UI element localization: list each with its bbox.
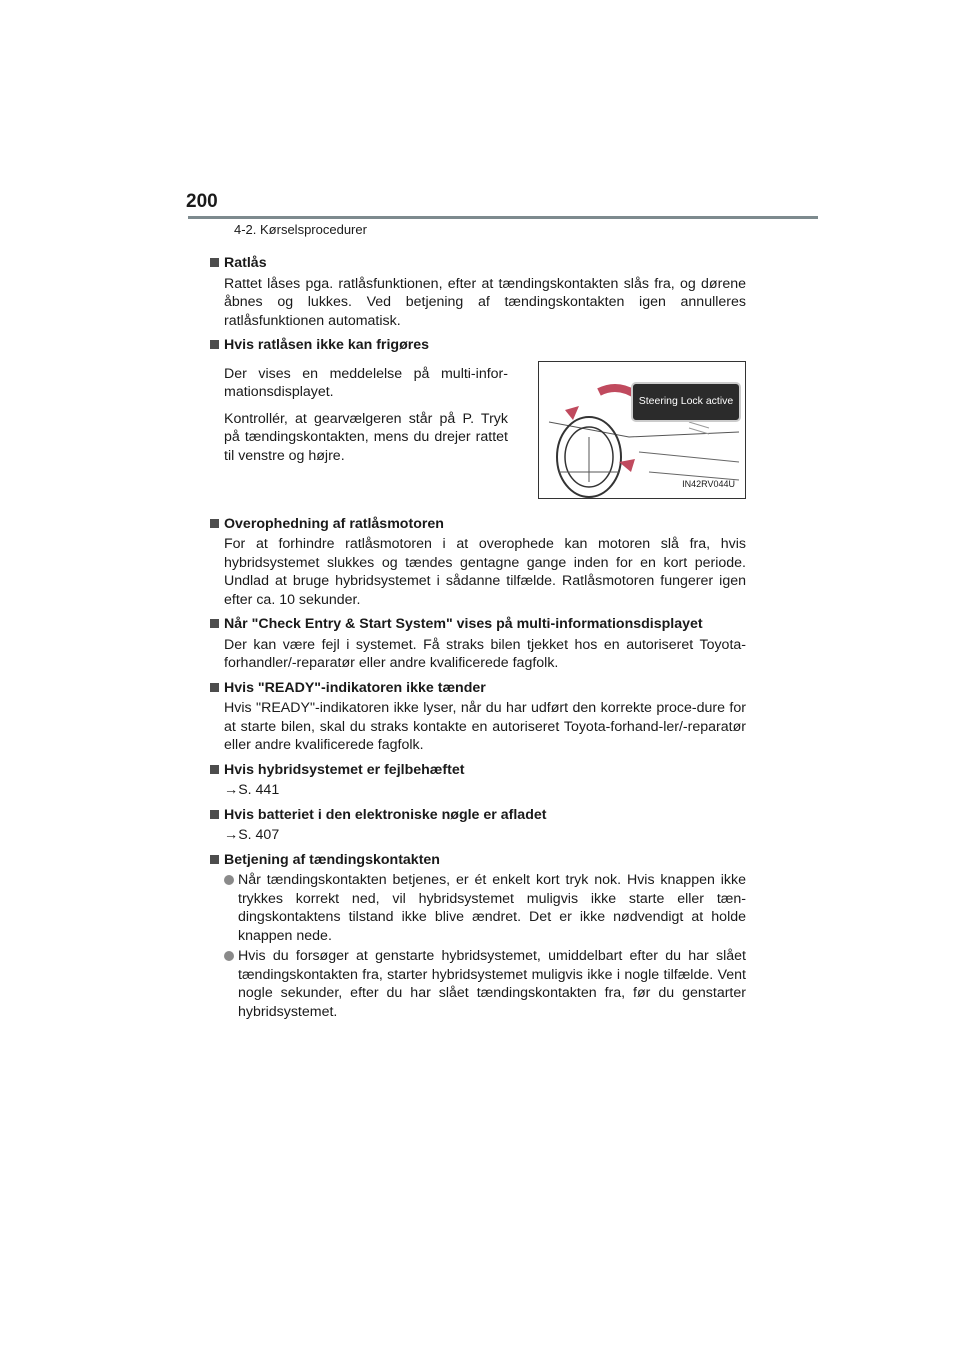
steering-lock-figure bbox=[538, 361, 746, 499]
section-heading: Hvis "READY"-indikatoren ikke tænder bbox=[210, 679, 746, 698]
paragraph: Kontrollér, at gearvælgeren står på P. Tryk på tændingskontakten, mens du drejer rattet til venstre og højre. bbox=[224, 410, 508, 464]
page-content bbox=[210, 254, 746, 1027]
instruction-text bbox=[224, 355, 508, 499]
bullet-item: Hvis du forsøger at genstarte hybridsystemet, umiddelbart efter du har slået tændingskontakten fra, starter hybridsystemet muligvis ikke i nogle tilfælde. Vent nogle sekunder, efter du har slået tændingskontakten fra, før du genstarter hybridsystemet. bbox=[224, 947, 746, 1021]
section-key-battery bbox=[210, 806, 746, 845]
section-heading: Ratlås bbox=[210, 254, 746, 273]
section-ratlas bbox=[210, 254, 746, 330]
section-title: 4-2. Kørselsprocedurer bbox=[234, 222, 367, 237]
section-heading: Betjening af tændingskontakten bbox=[210, 851, 746, 870]
section-heading: Hvis ratlåsen ikke kan frigøres bbox=[210, 336, 746, 355]
section-text: For at forhindre ratlåsmotoren i at overophede kan motoren slå fra, hvis hybridsystemet slukkes og tændes gentagne gange inden for en kort periode. Undlad at bruge hybridsystemet i sådanne tilfælde. Ratlåsmotoren fungerer igen efter ca. 10 sekunder. bbox=[224, 536, 746, 608]
page-number: 200 bbox=[186, 191, 218, 212]
paragraph: Der vises en meddelelse på multi-infor-mationsdisplayet. bbox=[224, 365, 508, 400]
header-rule bbox=[188, 216, 818, 219]
page-reference[interactable]: →S. 407 bbox=[224, 827, 280, 843]
section-heading: Når "Check Entry & Start System" vises på multi-informationsdisplayet bbox=[210, 615, 746, 634]
section-hybrid-fault bbox=[210, 761, 746, 800]
section-ready-indicator bbox=[210, 679, 746, 755]
bullet-item: Når tændingskontakten betjenes, er ét enkelt kort tryk nok. Hvis knappen ikke trykkes korrekt ned, vil hybridsystemet muligvis ikke starte eller tæn-dingskontaktens tilstand ikke blive ændret. Det er ikke nødvendigt at holde knappen nede. bbox=[224, 871, 746, 945]
section-heading: Hvis batteriet i den elektroniske nøgle er afladet bbox=[210, 806, 746, 825]
text-figure-row bbox=[224, 355, 746, 499]
page-reference[interactable]: →S. 441 bbox=[224, 782, 280, 798]
section-ignition-switch bbox=[210, 851, 746, 1022]
section-overheating bbox=[210, 515, 746, 610]
section-heading: Overophedning af ratlåsmotoren bbox=[210, 515, 746, 534]
section-ratlas-release bbox=[210, 336, 746, 499]
section-text: Rattet låses pga. ratlåsfunktionen, efter at tændingskontakten slås fra, og dørene åbnes og lukkes. Ved betjening af tændingskontakten igen annulleres ratlåsfunktionen automatisk. bbox=[224, 275, 746, 329]
section-check-entry bbox=[210, 615, 746, 673]
section-text: Der kan være fejl i systemet. Få straks bilen tjekket hos en autoriseret Toyota-forhandler/-reparatør eller andre kvalificerede fagfolk. bbox=[224, 636, 746, 671]
figure-code: IN42RV044U bbox=[682, 479, 735, 489]
section-text: Hvis "READY"-indikatoren ikke lyser, når du har udført den korrekte proce-dure for at starte bilen, skal du straks kontakte en autoriseret Toyota-forhand-ler/-reparatør eller andre kvalificerede fagfolk. bbox=[224, 700, 746, 753]
section-heading: Hvis hybridsystemet er fejlbehæftet bbox=[210, 761, 746, 780]
steering-lock-message: Steering Lock active bbox=[631, 382, 741, 422]
